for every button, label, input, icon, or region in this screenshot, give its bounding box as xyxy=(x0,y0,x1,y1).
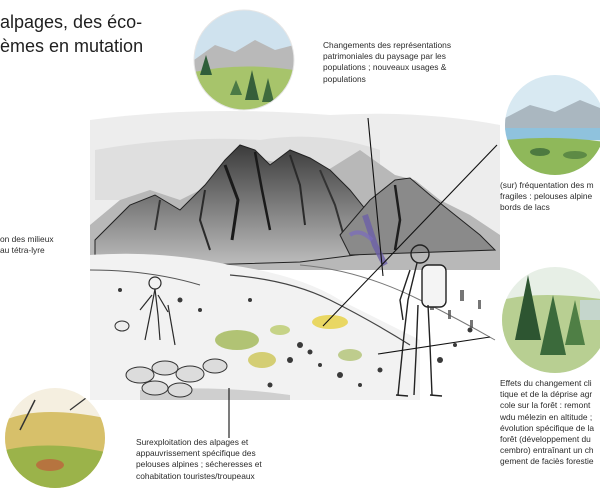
label-heritage-landscape xyxy=(323,40,451,85)
label-line: cole sur la forêt : remont xyxy=(500,400,591,411)
larch-forest-circle xyxy=(502,267,600,373)
alpine-meadow-circle xyxy=(194,10,294,110)
label-line: populations ; nouveaux usages & xyxy=(323,62,447,73)
label-climate-change-forest xyxy=(500,378,594,468)
label-line: cohabitation touristes/troupeaux xyxy=(136,470,255,481)
label-line: bords de lacs xyxy=(500,202,550,213)
label-line: populations xyxy=(323,73,366,84)
label-line: évolution spécifique de la xyxy=(500,422,595,433)
title-line-2: èmes en mutation xyxy=(0,36,144,56)
label-line: Effets du changement cli xyxy=(500,378,592,388)
label-overfrequentation xyxy=(500,180,594,214)
label-line: pelouses alpines ; sécheresses et xyxy=(136,459,262,470)
lakeshore-circle xyxy=(505,75,600,175)
label-line: au tétra-lyre xyxy=(0,245,45,256)
page-title xyxy=(0,10,143,58)
label-line: on des milieux xyxy=(0,234,54,244)
label-line: forêt (développement du xyxy=(500,434,591,445)
label-line: (sur) fréquentation des m xyxy=(500,180,594,190)
label-overgrazing xyxy=(136,437,262,482)
label-line: cembro) entraînant un ch xyxy=(500,445,594,456)
label-line: Changements des représentations xyxy=(323,40,452,50)
label-line: fragiles : pelouses alpine xyxy=(500,191,593,202)
title-line-1: alpages, des éco- xyxy=(0,12,143,32)
label-line: patrimoniales du paysage par les xyxy=(323,51,446,62)
label-line: gement de faciès forestie xyxy=(500,456,594,467)
mountain-landscape xyxy=(90,111,500,400)
label-black-grouse xyxy=(0,234,54,256)
label-line: wdu mélezin en altitude ; xyxy=(500,411,593,422)
label-line: tique et de la déprise agr xyxy=(500,389,593,400)
label-line: appauvrissement spécifique des xyxy=(136,448,256,459)
pasture-circle xyxy=(5,388,105,488)
label-line: Surexploitation des alpages et xyxy=(136,437,249,447)
